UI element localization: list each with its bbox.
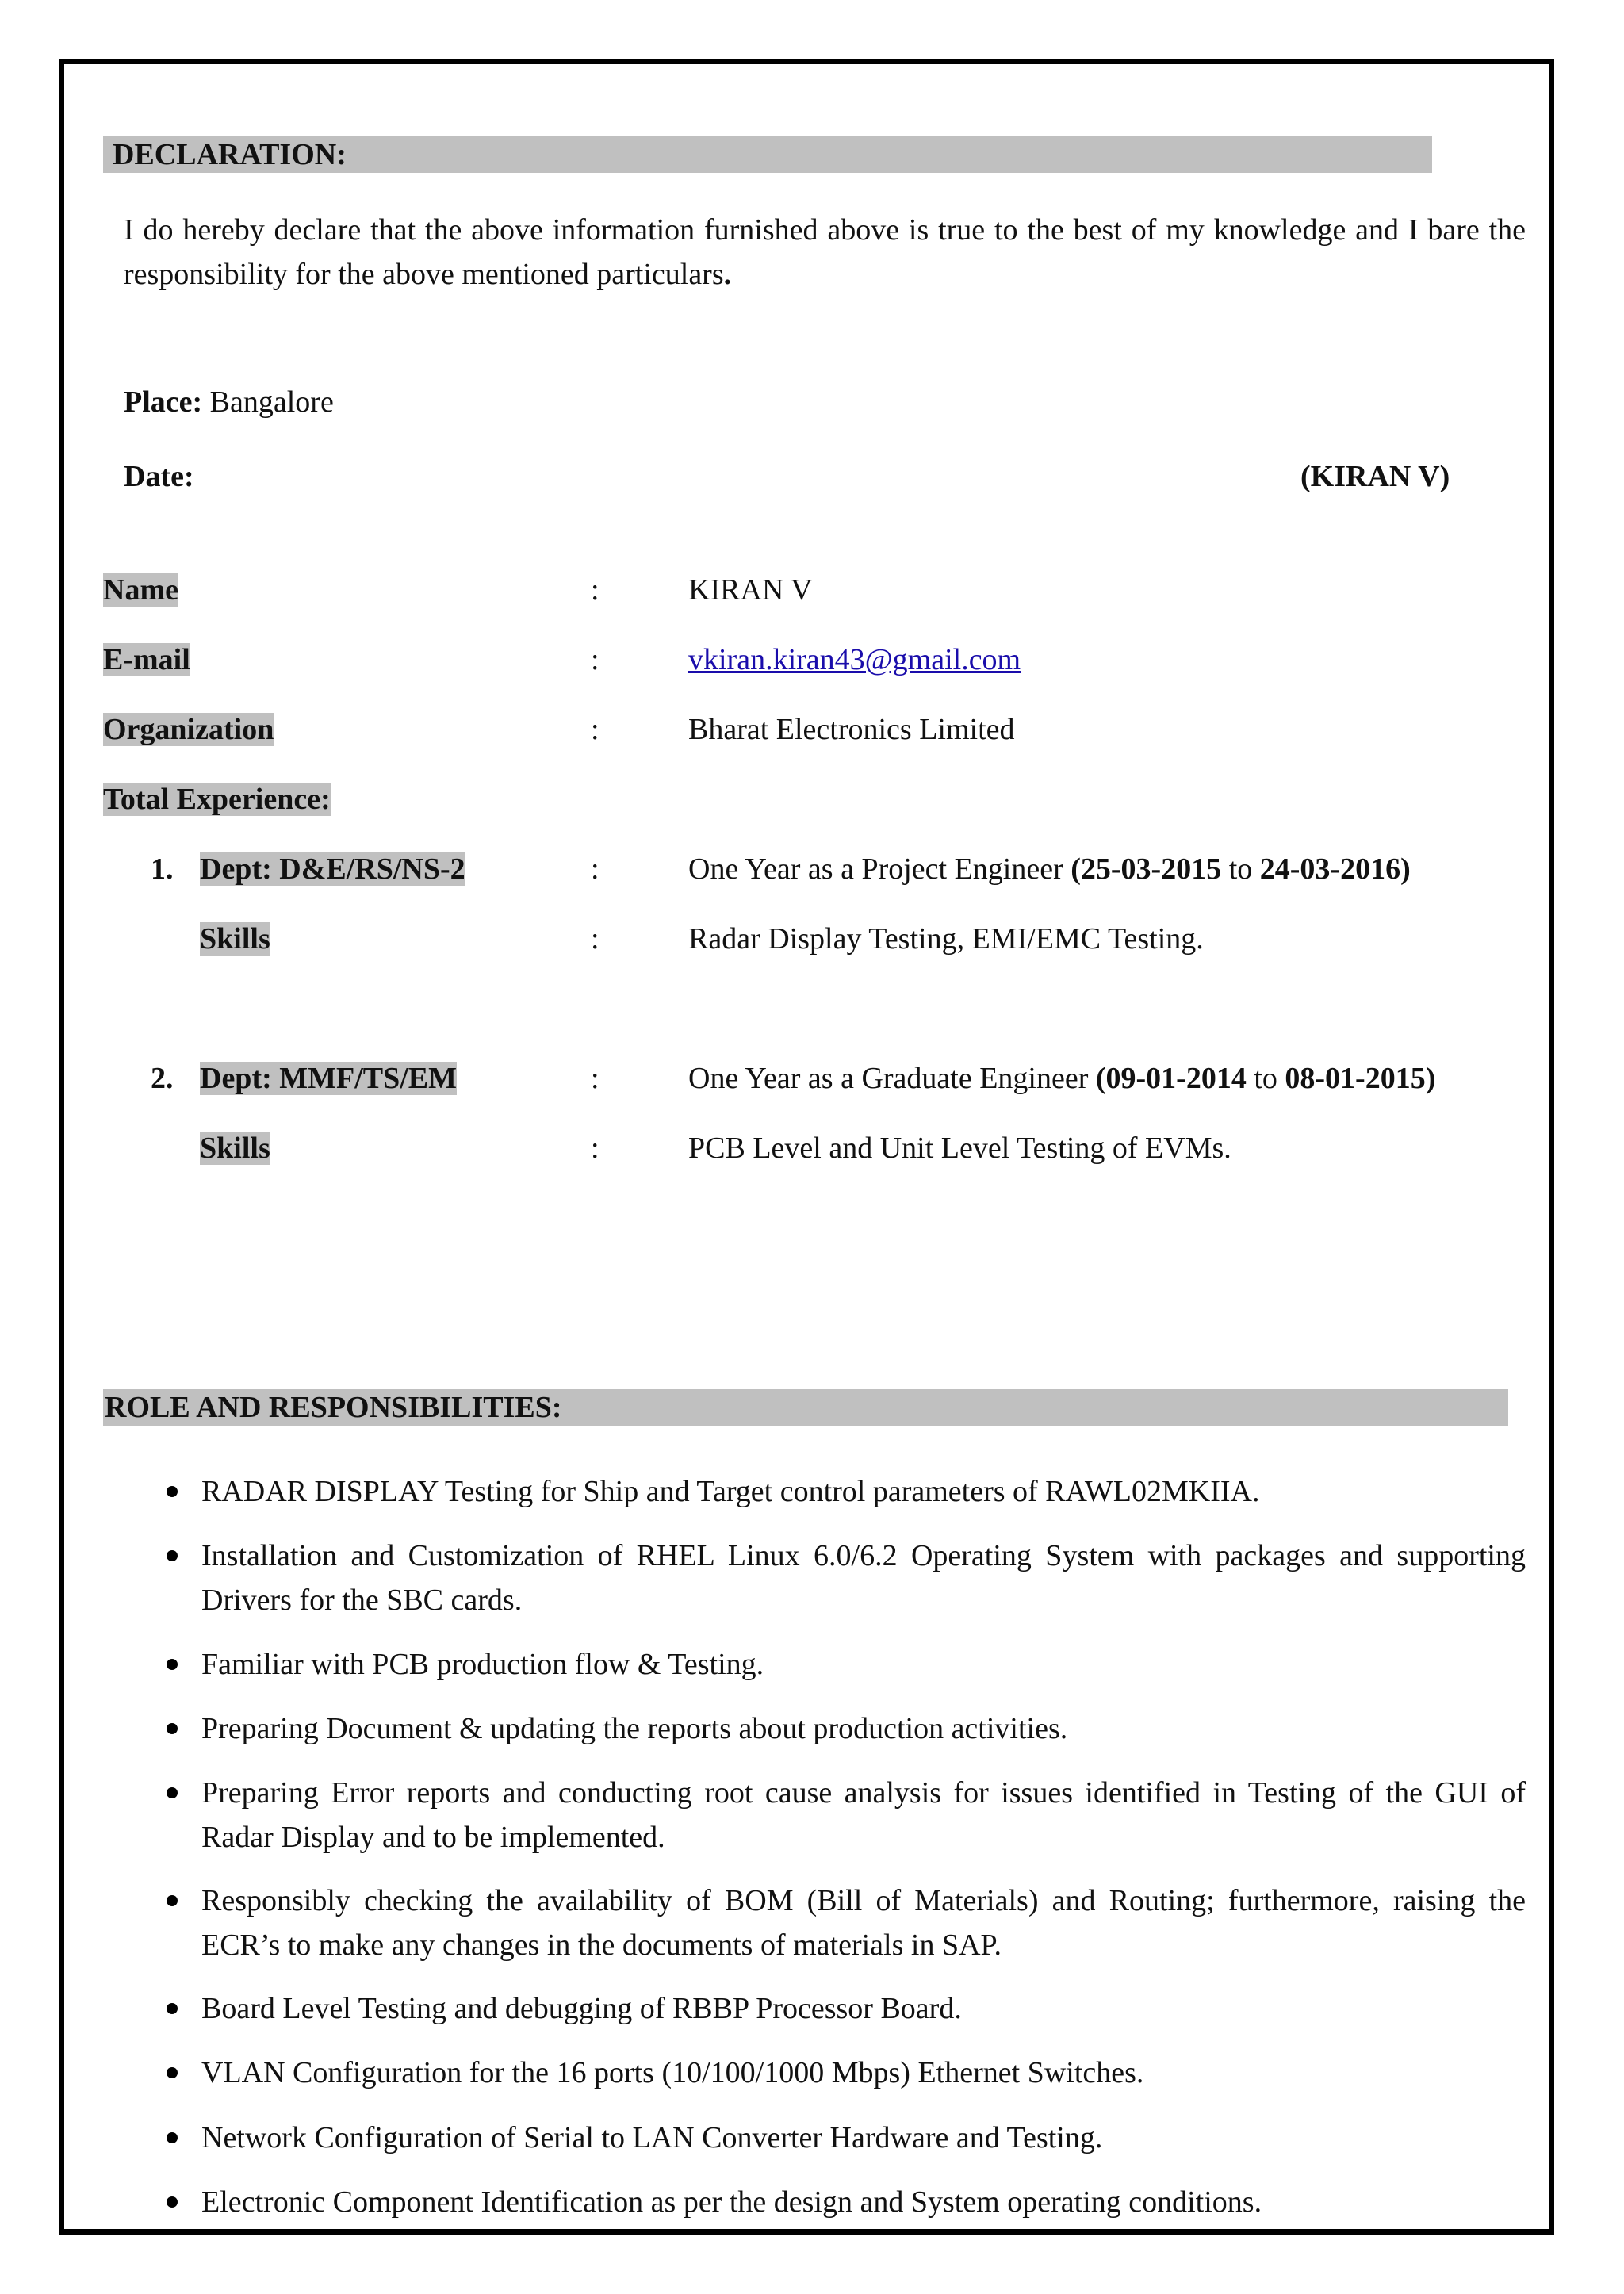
email-link[interactable]: vkiran.kiran43@gmail.com [688,643,1021,676]
skills-label: Skills [200,922,270,956]
declaration-text: I do hereby declare that the above information furnished above is true to the best of my knowledge and I bare the responsibility for the above mentioned particulars. [124,213,1526,291]
experience-sep: : [591,852,599,886]
bullet-icon [167,2003,178,2014]
bullet-icon [167,2132,178,2143]
list-item-text: VLAN Configuration for the 16 ports (10/100/1000 Mbps) Ethernet Switches. [201,2056,1144,2089]
skills-label: Skills [200,1132,270,1165]
list-item-text: Board Level Testing and debugging of RBBP Processor Board. [201,1992,962,2025]
list-item-text: Electronic Component Identification as per the design and System operating conditions. [201,2185,1262,2219]
roles-heading: ROLE AND RESPONSIBILITIES: [103,1389,1508,1426]
place-label: Place: [124,385,203,419]
list-item-text: Familiar with PCB production flow & Testing. [201,1648,764,1681]
name-label: Name [103,573,178,607]
declaration-heading: DECLARATION: [103,136,1432,173]
skills-sep: : [591,922,599,956]
bullet-icon [167,2196,178,2208]
list-item-text: Preparing Error reports and conducting root cause analysis for issues identified in Testing of the GUI of Radar Display and to be implemented. [201,1776,1526,1854]
email-label: E-mail [103,643,190,676]
list-item-text: RADAR DISPLAY Testing for Ship and Target control parameters of RAWL02MKIIA. [201,1475,1260,1508]
experience-sep: : [591,1062,599,1095]
experience-dept: Dept: MMF/TS/EM [200,1062,458,1095]
experience-role: One Year as a Project Engineer (25-03-2015 to 24-03-2016) [688,852,1411,886]
list-item-text: Preparing Document & updating the reports about production activities. [201,1712,1068,1745]
experience-number: 2. [151,1062,174,1095]
bullet-icon [167,1723,178,1734]
organization-label: Organization [103,713,274,746]
email-sep: : [591,643,599,676]
experience-number: 1. [151,852,174,886]
skills-value: Radar Display Testing, EMI/EMC Testing. [688,922,1204,956]
bullet-icon [167,1895,178,1906]
bullet-icon [167,1787,178,1798]
bullet-icon [167,2067,178,2078]
bullet-icon [167,1659,178,1670]
place-line [124,384,334,420]
experience-dept: Dept: D&E/RS/NS-2 [200,852,465,886]
list-item-text: Network Configuration of Serial to LAN Converter Hardware and Testing. [201,2121,1103,2154]
organization-sep: : [591,713,599,746]
experience-role: One Year as a Graduate Engineer (09-01-2014 to 08-01-2015) [688,1062,1436,1095]
organization-value: Bharat Electronics Limited [688,713,1015,746]
list-item-text: Responsibly checking the availability of BOM (Bill of Materials) and Routing; furthermore, raising the ECR’s to make any changes in the documents of materials in SAP. [201,1884,1526,1962]
total-experience-label: Total Experience: [103,783,331,816]
date-label: Date: [124,460,194,493]
signature-name: (KIRAN V) [1300,460,1450,493]
skills-sep: : [591,1132,599,1165]
list-item-text: Installation and Customization of RHEL Linux 6.0/6.2 Operating System with packages and supporting Drivers for the SBC cards. [201,1539,1526,1617]
skills-value: PCB Level and Unit Level Testing of EVMs. [688,1132,1231,1165]
bullet-icon [167,1486,178,1497]
place-value: Bangalore [202,385,334,419]
name-value: KIRAN V [688,573,813,607]
name-sep: : [591,573,599,607]
bullet-icon [167,1550,178,1561]
